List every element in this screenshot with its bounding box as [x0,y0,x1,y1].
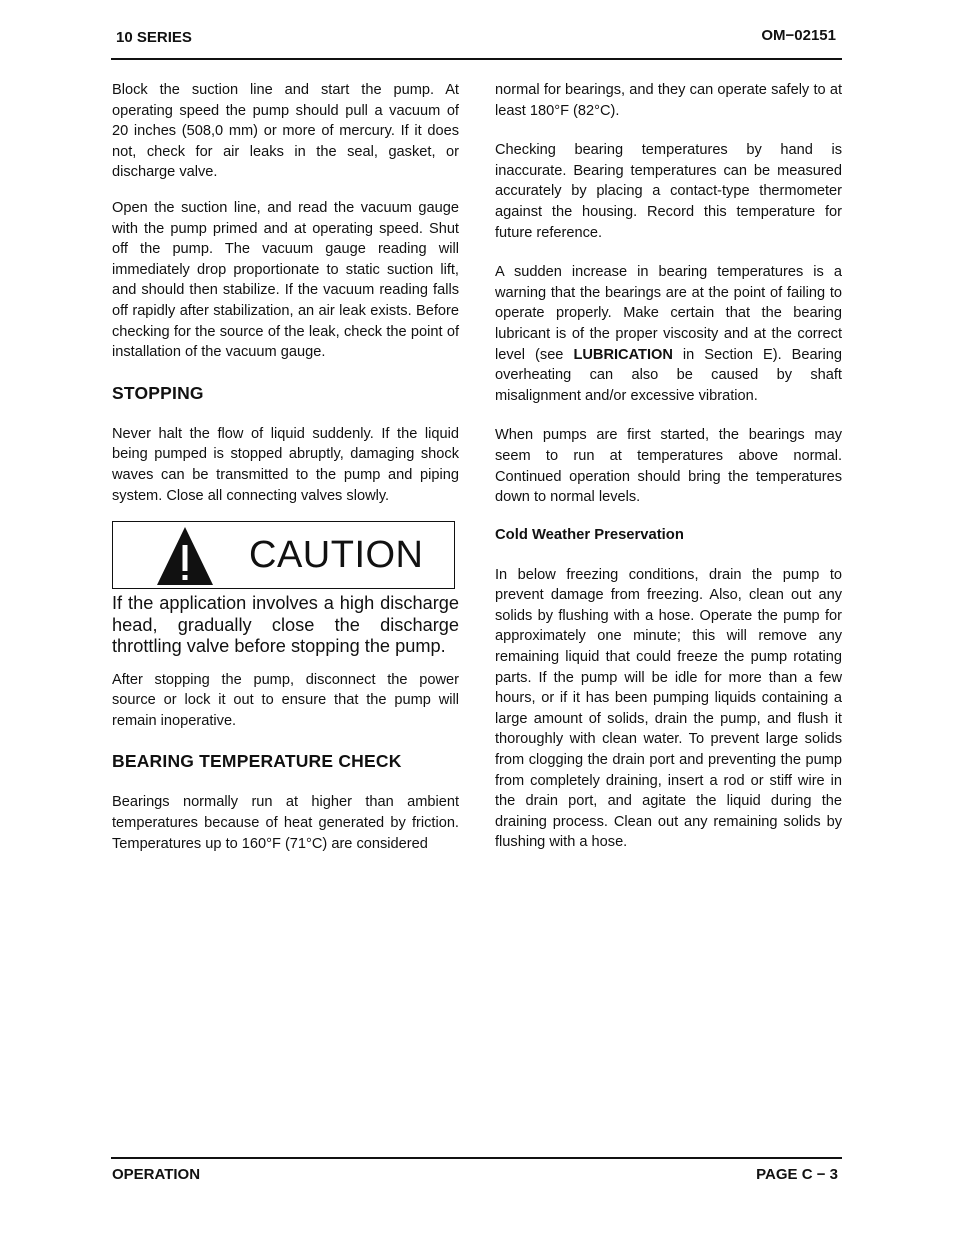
header-series: 10 SERIES [116,29,192,46]
paragraph-first-started: When pumps are first started, the bearings may seem to run at temperatures above normal. Continued operation should bring the temperatures down to normal levels. [495,427,842,506]
heading-stopping: STOPPING [112,382,204,403]
caution-box [112,521,455,589]
sudden-increase-text-1: A sudden increase in bearing temperatures is a warning that the bearings are at the point of failing to operate properly. Make certain that the bearing lubricant is of the proper viscosity and at the correct level (see [495,264,842,363]
paragraph-vacuum-gauge: Open the suction line, and read the vacuum gauge with the pump primed and at operating speed. Shut off the pump. The vacuum gauge reading will immediately drop proportionate to static suction lift, and should then stabilize. If the vacuum reading falls off rapidly after stabilization, an air leak exists. Before checking for the source of the leak, check the point of installation of the vacuum gauge. [112,199,459,361]
warning-triangle-icon [155,525,215,587]
footer-section: OPERATION [112,1166,201,1183]
caution-label: CAUTION [249,534,424,577]
lubrication-reference: LUBRICATION [573,346,673,363]
paragraph-stopping: Never halt the flow of liquid suddenly. If the liquid being pumped is stopped abruptly, damaging shock waves can be transmitted to the pump and piping system. Close all connecting valves slowly. [112,425,459,504]
heading-bearing-temperature-check: BEARING TEMPERATURE CHECK [112,751,402,772]
paragraph-sudden-increase [495,262,842,406]
paragraph-bearing-temps: Bearings normally run at higher than ambient temperatures because of heat generated by friction. Temperatures up to 160°F (71°C) are considered [112,794,459,852]
footer-page-number: PAGE C − 3 [756,1166,838,1183]
header-doc-number: OM−02151 [761,27,836,44]
paragraph-vacuum-test: Block the suction line and start the pump. At operating speed the pump should pull a vacuum of 20 inches (508,0 mm) or more of mercury. If it does not, check for air leaks in the seal, gasket, or discharge valve. [112,82,459,181]
paragraph-checking-temps: Checking bearing temperatures by hand is inaccurate. Bearing temperatures can be measured accurately by placing a contact-type thermometer against the housing. Record this temperature for future reference. [495,142,842,241]
paragraph-cold-weather: In below freezing conditions, drain the pump to prevent damage from freezing. Also, clean out any solids by flushing with a hose. Operate the pump for approximately one minute; this will remove any remaining liquid that could freeze the pump rotating parts. If the pump will be idle for more than a few hours, or if it has been pumping liquids containing a large amount of solids, drain the pump, and flush it thoroughly with clean water. To prevent large solids from clogging the drain port and preventing the pump from completely draining, insert a rod or stiff wire in the drain port, and agitate the liquid during the draining process. Clean out any remaining solids by flushing with a hose. [495,566,842,851]
left-column [112,80,459,869]
footer-rule [111,1157,842,1159]
caution-message: If the application involves a high discharge head, gradually close the discharge throttling valve before stopping the pump. [112,593,459,657]
paragraph-bearing-normal: normal for bearings, and they can operate safely to at least 180°F (82°C). [495,82,842,119]
sudden-increase-text-2: in Section E). Bearing overheating can also be caused by shaft misalignment and/or excessive vibration. [495,346,842,404]
paragraph-after-stopping: After stopping the pump, disconnect the power source or lock it out to ensure that the pump will remain inoperative. [112,671,459,729]
right-column [495,80,842,872]
header-rule [111,58,842,60]
heading-cold-weather: Cold Weather Preservation [495,526,684,543]
